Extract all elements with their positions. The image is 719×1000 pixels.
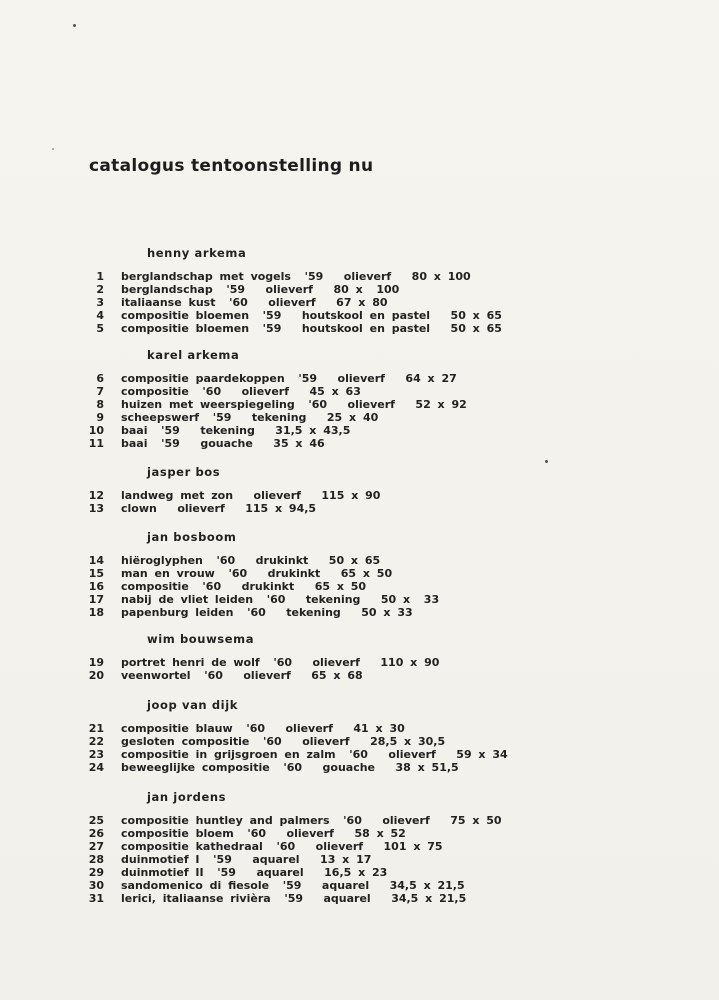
entry-description: compositie '60 olieverf 45 x 63 [121, 385, 361, 398]
entry-description: scheepswerf '59 tekening 25 x 40 [121, 411, 379, 424]
entry-description: compositie bloemen '59 houtskool en pastel 50 x 65 [121, 322, 502, 335]
entry-description: compositie huntley and palmers '60 olieverf 75 x 50 [121, 814, 502, 827]
catalogue-entry [0, 761, 719, 774]
catalogue-entry [0, 656, 719, 669]
entry-number: 3 [96, 296, 104, 309]
artist-name: jan bosboom [147, 530, 237, 544]
artist-name: jan jordens [147, 790, 227, 804]
catalogue-entry [0, 554, 719, 567]
catalogue-entry [0, 866, 719, 879]
page-title: catalogus tentoonstelling nu [89, 156, 374, 176]
catalogue-entry [0, 489, 719, 502]
entry-description: sandomenico di fiesole '59 aquarel 34,5 x 21,5 [121, 879, 465, 892]
entry-number: 13 [88, 502, 104, 515]
entry-number: 15 [88, 567, 104, 580]
entry-description: compositie bloem '60 olieverf 58 x 52 [121, 827, 406, 840]
entry-description: veenwortel '60 olieverf 65 x 68 [121, 669, 363, 682]
artist-name: jasper bos [147, 465, 221, 479]
catalogue-entry [0, 853, 719, 866]
entry-number: 21 [88, 722, 104, 735]
entry-description: beweeglijke compositie '60 gouache 38 x 51,5 [121, 761, 459, 774]
catalogue-entry [0, 892, 719, 905]
artist-name: wim bouwsema [147, 632, 255, 646]
entry-number: 28 [88, 853, 104, 866]
catalogue-entry [0, 606, 719, 619]
catalogue-entry [0, 502, 719, 515]
entry-description: baai '59 gouache 35 x 46 [121, 437, 325, 450]
catalogue-entry [0, 593, 719, 606]
entry-description: compositie paardekoppen '59 olieverf 64 x 27 [121, 372, 457, 385]
catalogue-entry [0, 567, 719, 580]
entry-number: 7 [96, 385, 104, 398]
entry-description: italiaanse kust '60 olieverf 67 x 80 [121, 296, 388, 309]
entry-description: huizen met weerspiegeling '60 olieverf 52 x 92 [121, 398, 467, 411]
artist-name: henny arkema [147, 246, 247, 260]
entry-number: 25 [88, 814, 104, 827]
entry-number: 18 [88, 606, 104, 619]
entry-number: 20 [88, 669, 104, 682]
catalogue-entry [0, 735, 719, 748]
entry-number: 4 [96, 309, 104, 322]
catalogue-entry [0, 372, 719, 385]
entry-description: gesloten compositie '60 olieverf 28,5 x 30,5 [121, 735, 446, 748]
paper-speck [545, 460, 548, 463]
catalogue-entry [0, 424, 719, 437]
entry-description: berglandschap '59 olieverf 80 x 100 [121, 283, 400, 296]
catalogue-entry [0, 270, 719, 283]
artist-name: joop van dijk [147, 698, 238, 712]
catalogue-entry [0, 296, 719, 309]
entry-number: 29 [88, 866, 104, 879]
entry-description: nabij de vliet leiden '60 tekening 50 x 33 [121, 593, 440, 606]
catalogue-entry [0, 827, 719, 840]
entry-description: compositie bloemen '59 houtskool en pastel 50 x 65 [121, 309, 502, 322]
entry-number: 5 [96, 322, 104, 335]
paper-speck [52, 148, 54, 150]
entry-description: portret henri de wolf '60 olieverf 110 x 90 [121, 656, 440, 669]
entry-number: 14 [88, 554, 104, 567]
catalogue-entry [0, 879, 719, 892]
catalogue-entry [0, 814, 719, 827]
catalogue-entry [0, 437, 719, 450]
entry-description: lerici, italiaanse rivièra '59 aquarel 34,5 x 21,5 [121, 892, 467, 905]
entry-number: 16 [88, 580, 104, 593]
catalogue-entry [0, 411, 719, 424]
catalogue-entry [0, 322, 719, 335]
entry-description: compositie kathedraal '60 olieverf 101 x 75 [121, 840, 443, 853]
entry-number: 24 [88, 761, 104, 774]
catalogue-entry [0, 580, 719, 593]
catalogue-entry [0, 669, 719, 682]
entry-number: 2 [96, 283, 104, 296]
paper-speck [73, 24, 76, 27]
entry-number: 17 [88, 593, 104, 606]
entry-number: 30 [88, 879, 104, 892]
artist-name: karel arkema [147, 348, 240, 362]
entry-description: compositie '60 drukinkt 65 x 50 [121, 580, 367, 593]
entry-number: 31 [88, 892, 104, 905]
entry-number: 11 [88, 437, 104, 450]
entry-number: 1 [96, 270, 104, 283]
entry-description: duinmotief I '59 aquarel 13 x 17 [121, 853, 372, 866]
catalogue-entry [0, 283, 719, 296]
catalogue-entry [0, 840, 719, 853]
entry-description: duinmotief II '59 aquarel 16,5 x 23 [121, 866, 388, 879]
entry-description: clown olieverf 115 x 94,5 [121, 502, 317, 515]
catalogue-entry [0, 398, 719, 411]
entry-number: 9 [96, 411, 104, 424]
entry-description: baai '59 tekening 31,5 x 43,5 [121, 424, 351, 437]
entry-number: 22 [88, 735, 104, 748]
entry-number: 12 [88, 489, 104, 502]
entry-description: compositie blauw '60 olieverf 41 x 30 [121, 722, 405, 735]
catalogue-entry [0, 309, 719, 322]
entry-description: man en vrouw '60 drukinkt 65 x 50 [121, 567, 393, 580]
entry-description: berglandschap met vogels '59 olieverf 80 x 100 [121, 270, 471, 283]
entry-description: landweg met zon olieverf 115 x 90 [121, 489, 381, 502]
catalogue-entry [0, 722, 719, 735]
entry-number: 23 [88, 748, 104, 761]
entry-number: 8 [96, 398, 104, 411]
catalogue-entry [0, 748, 719, 761]
entry-number: 6 [96, 372, 104, 385]
entry-number: 19 [88, 656, 104, 669]
entry-number: 27 [88, 840, 104, 853]
entry-description: compositie in grijsgroen en zalm '60 olieverf 59 x 34 [121, 748, 508, 761]
entry-number: 26 [88, 827, 104, 840]
entry-description: papenburg leiden '60 tekening 50 x 33 [121, 606, 413, 619]
catalogue-entry [0, 385, 719, 398]
entry-description: hiëroglyphen '60 drukinkt 50 x 65 [121, 554, 381, 567]
entry-number: 10 [88, 424, 104, 437]
